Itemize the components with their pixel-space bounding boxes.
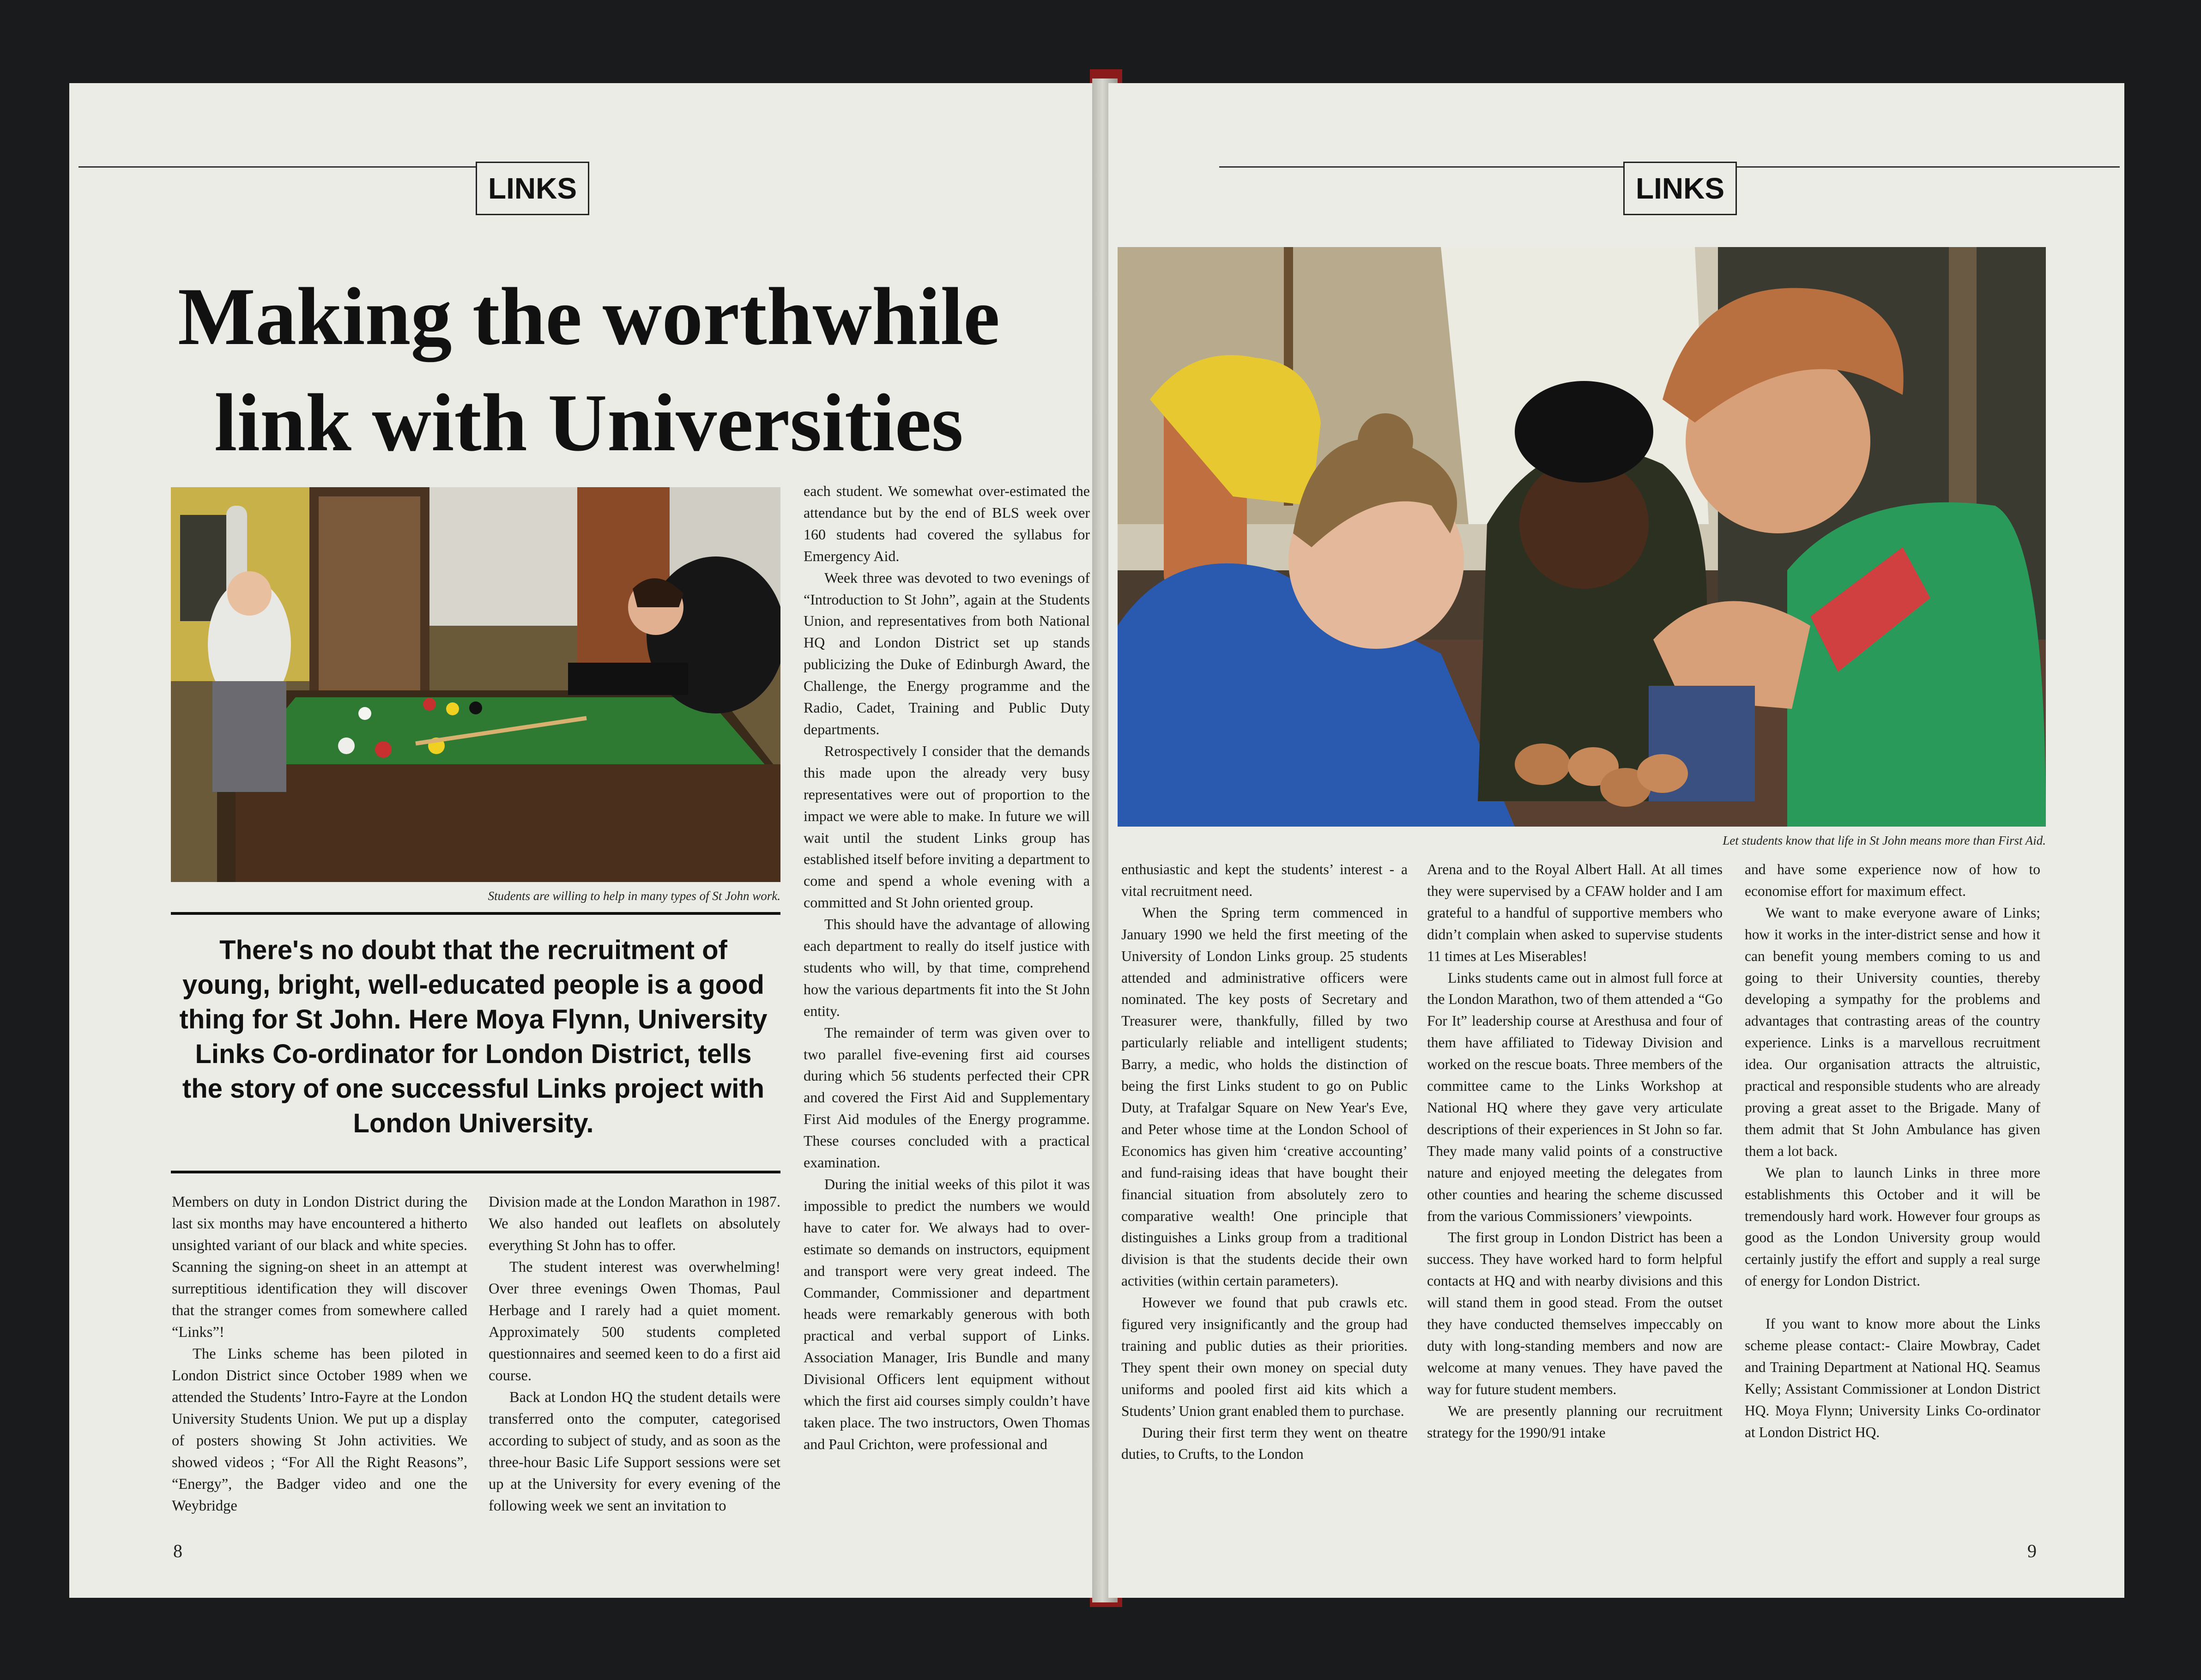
- paragraph: each student. We somewhat over-estimated the attendance but by the end of BLS week over 160 students had covered the syllabus for Emergency Aid.: [804, 483, 1090, 564]
- paragraph: However we found that pub crawls etc. figured very insignificantly and the group had training and public duties as their priorities. They spent their own money on special duty uniforms and pooled first aid kits which a Students’ Union grant enabled them to purchase.: [1121, 1294, 1408, 1419]
- paragraph: We want to make everyone aware of Links; how it works in the inter-district sense and how it can benefit young members coming to us and going to their University counties, thereby developing a sympathy for the problems and advantages that contrasting areas of the country experience. Links is a marvellous recruitment idea. Our organisation attracts the altruistic, practical and responsible students who are already proving a great asset to the Brigade. Many of them admit that St John Ambulance has given them a lot back.: [1745, 904, 2040, 1159]
- paragraph: and have some experience now of how to economise effort for maximum effect.: [1745, 861, 2040, 899]
- paragraph: When the Spring term commenced in January 1990 we held the first meeting of the University of London Links group. 25 students attended and administrative officers were nominated. The key posts of Secretary and Treasurer were, thankfully, filled by two particularly reliable and intelligent students; Barry, a medic, who holds the distinction of being the first Links student to go on Public Duty, at Trafalgar Square on New Year's Eve, and Peter whose time at the London School of Economics has given him ‘creative accounting’ and fund-raising ideas that have bought their financial situation from absolutely zero to comparative wealth! One principle that distinguishes a Links group from a traditional division is that the students decide their own activities (within certain parameters).: [1121, 904, 1408, 1289]
- pool-photo-caption: Students are willing to help in many types of St John work.: [488, 889, 780, 903]
- article-column-1: [172, 1191, 467, 1517]
- contact-paragraph: If you want to know more about the Links scheme please contact:- Claire Mowbray, Cadet and Training Department at National HQ. Seamus Kelly; Assistant Commissioner at London District HQ. Moya Flynn; University Links Co-ordinator at London District HQ.: [1745, 1316, 2040, 1440]
- headline-line-1: Making the worthwhile: [178, 271, 1000, 362]
- paragraph: enthusiastic and kept the students’ interest - a vital recruitment need.: [1121, 861, 1408, 899]
- section-label: LINKS: [1636, 172, 1724, 205]
- paragraph: Retrospectively I consider that the demands this made upon the already very busy representatives were out of proportion to the impact we were able to make. In future we will wait until the student Links group has established itself before inviting a department to come and spend a whole evening with a committed and St John oriented group.: [804, 742, 1090, 911]
- pool-table-illustration: [171, 487, 780, 882]
- standfirst-rule-bottom: [171, 1171, 780, 1173]
- paragraph: During their first term they went on theatre duties, to Crufts, to the London: [1121, 1424, 1408, 1462]
- page-number-right: 9: [2027, 1541, 2037, 1561]
- paragraph: Week three was devoted to two evenings of “Introduction to St John”, again at the Students Union, and representatives from both National HQ and London District set up stands publicizing the Duke of Edinburgh Award, the Challenge, the Energy programme and the Radio, Cadet, Training and Public Duty departments.: [804, 569, 1090, 737]
- paragraph: Division made at the London Marathon in 1987. We also handed out leaflets on absolutely everything St John has to offer.: [489, 1194, 780, 1254]
- paragraph: Members on duty in London District during the last six months may have encountered a hitherto unsighted variant of our black and white species. Scanning the signing-on sheet in an attempt at surreptitious identification they will discover that the stranger comes from somewhere called “Links”!: [172, 1194, 467, 1341]
- paragraph: Links students came out in almost full force at the London Marathon, two of them attended a “Go For It” leadership course at Aresthusa and four of them have affiliated to Tideway Division and worked on the rescue boats. Three members of the committee came to the Links Workshop at National HQ where they gave very articulate descriptions of their experiences in St John so far. They made many valid points of a constructive nature and enjoyed meeting the delegates from other counties and hearing the scheme discussed from the various Commissioners’ viewpoints.: [1427, 969, 1723, 1224]
- paragraph: Arena and to the Royal Albert Hall. At all times they were supervised by a CFAW holder and I am grateful to a handful of supportive members who didn’t complain when asked to supervise students 11 times at Les Miserables!: [1427, 861, 1723, 964]
- headline-line-2: link with Universities: [214, 377, 963, 468]
- paragraph: The student interest was overwhelming! Over three evenings Owen Thomas, Paul Herbage and I rarely had a quiet moment. Approximately 500 students completed questionnaires and seemed keen to do a first aid course.: [489, 1259, 780, 1384]
- pool-table-photo: [171, 487, 780, 882]
- camping-students-illustration: [1118, 247, 2046, 827]
- standfirst: There's no doubt that the recruitment of young, bright, well-educated people is a good thing for St John. Here Moya Flynn, University Links Co-ordinator for London District, tells the story of one successful Links project with London University.: [179, 935, 768, 1138]
- headline: [92, 263, 1085, 476]
- page-number-left: 8: [173, 1541, 182, 1561]
- right-page: [1108, 83, 2124, 1598]
- standfirst-rule-top: [171, 912, 780, 915]
- article-column-3: [804, 480, 1090, 1455]
- paragraph: We plan to launch Links in three more establishments this October and it will be tremendously hard work. However four groups as good as the London University group would certainly justify the effort and supply a real surge of energy for London District.: [1745, 1164, 2040, 1289]
- paragraph: The Links scheme has been piloted in London District since October 1989 when we attended the Students’ Intro-Fayre at the London University Students Union. We put up a display of posters showing St John activities. We showed videos ; “For All the Right Reasons”, “Energy”, the Badger video and one the Weybridge: [172, 1346, 467, 1514]
- camping-photo-caption: Let students know that life in St John means more than First Aid.: [1723, 834, 2046, 847]
- paragraph: The remainder of term was given over to two parallel five-evening first aid courses during which 56 students perfected their CPR and covered the First Aid and Supplementary First Aid modules of the Energy programme. These courses concluded with a practical examination.: [804, 1024, 1090, 1171]
- paragraph: This should have the advantage of allowing each department to really do itself justice with students who will, by that time, comprehend how the various departments fit into the St John entity.: [804, 916, 1090, 1019]
- article-column-2: [489, 1191, 780, 1517]
- paragraph: During the initial weeks of this pilot it was impossible to predict the numbers we would have to cater for. We always had to over-estimate so demands on instructors, equipment and transport were very great indeed. The Commander, Commissioner and department heads were remarkably generous with both practical and verbal support of Links. Association Manager, Iris Bundle and many Divisional Officers lent equipment without which the first aid courses simply couldn’t have taken place. The two instructors, Owen Thomas and Paul Crichton, were professional and: [804, 1176, 1090, 1452]
- section-label-box: [1623, 162, 1737, 215]
- section-label-box: [476, 162, 589, 215]
- camping-students-photo: [1118, 247, 2046, 827]
- section-label: LINKS: [488, 172, 577, 205]
- left-page: [69, 83, 1099, 1598]
- article-column-6: [1745, 859, 2040, 1444]
- paragraph: The first group in London District has been a success. They have worked hard to form helpful contacts at HQ and with nearby divisions and this will stand them in good stead. From the outset they have conducted themselves impeccably on duty with long-standing members and now are welcome at many venues. They have paved the way for future student members.: [1427, 1229, 1723, 1397]
- article-column-4: [1121, 859, 1408, 1465]
- article-column-5: [1427, 859, 1723, 1444]
- paragraph: Back at London HQ the student details were transferred onto the computer, categorised according to subject of study, and as soon as the three-hour Basic Life Support sessions were set up at the University for every evening of the following week we sent an invitation to: [489, 1389, 780, 1514]
- paragraph: We are presently planning our recruitment strategy for the 1990/91 intake: [1427, 1402, 1723, 1441]
